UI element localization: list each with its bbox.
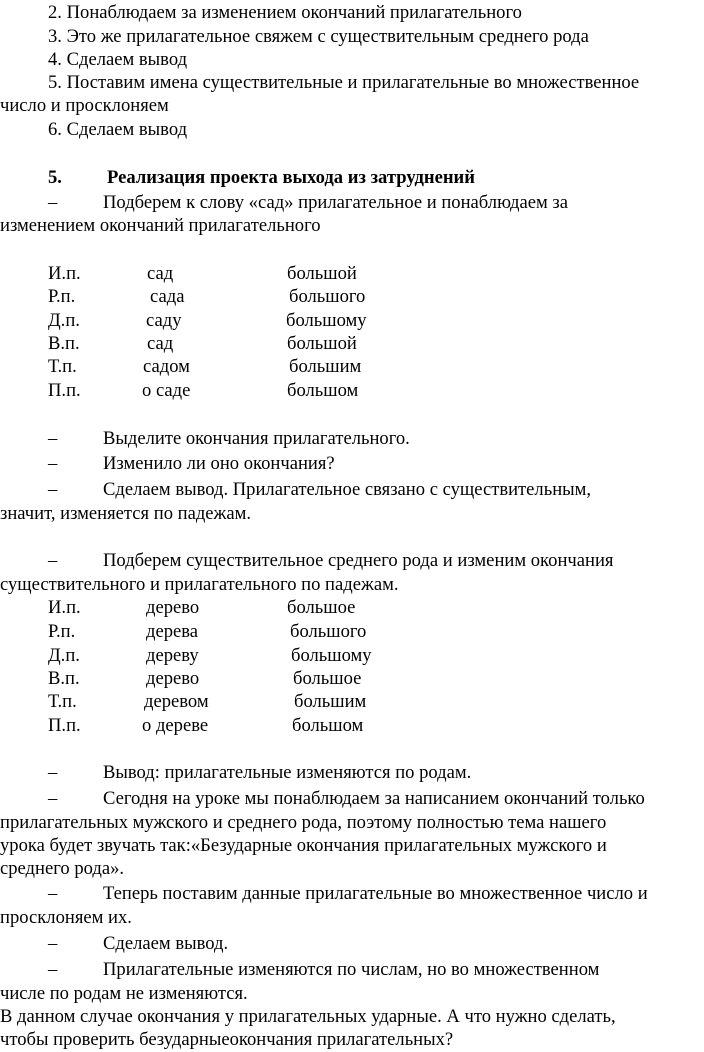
- paragraph-6-line-1: Теперь поставим данные прилагательные во множественное число и: [103, 883, 648, 904]
- adjective-form: большим: [289, 356, 362, 377]
- adjective-form: большом: [292, 715, 364, 736]
- dash-bullet: –: [48, 428, 58, 449]
- conclusion-gender: Вывод: прилагательные изменяются по родам.: [103, 762, 472, 783]
- noun-form: садом: [143, 356, 190, 377]
- noun-form: саду: [146, 310, 182, 331]
- paragraph-5-line-3: урока будет звучать так:«Безударные окончания прилагательных мужского и: [0, 835, 607, 856]
- dash-bullet: –: [48, 788, 58, 809]
- adjective-form: большое: [293, 668, 362, 689]
- case-label: В.п.: [48, 668, 80, 689]
- paragraph-7: Сделаем вывод.: [103, 933, 229, 954]
- question-1: Выделите окончания прилагательного.: [103, 428, 410, 449]
- case-label: Р.п.: [48, 621, 76, 642]
- paragraph-8-line-1: Прилагательные изменяются по числам, но во множественном: [103, 959, 600, 980]
- paragraph-2-line-1: Сделаем вывод. Прилагательное связано с существительным,: [103, 479, 592, 500]
- paragraph-2-line-2: значит, изменяется по падежам.: [0, 503, 252, 524]
- case-label: И.п.: [48, 597, 81, 618]
- adjective-form: большому: [286, 310, 367, 331]
- noun-form: деревом: [144, 691, 209, 712]
- case-label: Д.п.: [48, 310, 80, 331]
- dash-bullet: –: [48, 959, 58, 980]
- adjective-form: большого: [290, 621, 367, 642]
- noun-form: дереву: [146, 645, 199, 666]
- case-label: Т.п.: [48, 691, 77, 712]
- paragraph-3-line-2: существительного и прилагательного по падежам.: [0, 574, 399, 595]
- adjective-form: большой: [287, 263, 357, 284]
- dash-bullet: –: [48, 762, 58, 783]
- noun-form: сада: [150, 286, 185, 307]
- case-label: И.п.: [48, 263, 81, 284]
- noun-form: о саде: [142, 380, 191, 401]
- paragraph-5-line-2: прилагательных мужского и среднего рода, поэтому полностью тема нашего: [0, 812, 607, 833]
- adjective-form: большой: [287, 333, 357, 354]
- dash-bullet: –: [48, 883, 58, 904]
- paragraph-6-line-2: просклоняем их.: [0, 907, 132, 928]
- paragraph-5-line-1: Сегодня на уроке мы понаблюдаем за написанием окончаний только: [103, 788, 645, 809]
- section-number: 5.: [48, 167, 62, 188]
- case-label: Т.п.: [48, 356, 77, 377]
- paragraph-1-line-2: изменением окончаний прилагательного: [0, 215, 321, 236]
- adjective-form: большое: [287, 597, 356, 618]
- paragraph-1-line-1: Подберем к слову «сад» прилагательное и понаблюдаем за: [103, 192, 569, 213]
- question-2: Изменило ли оно окончания?: [103, 453, 335, 474]
- step-5: 5. Поставим имена существительные и прилагательные во множественное: [48, 72, 640, 93]
- step-5-continued: число и просклоняем: [0, 95, 169, 116]
- paragraph-5-line-4: среднего рода».: [0, 858, 125, 879]
- noun-form: дерево: [146, 597, 200, 618]
- noun-form: сад: [147, 263, 174, 284]
- adjective-form: большом: [287, 380, 359, 401]
- step-6: 6. Сделаем вывод: [48, 119, 188, 140]
- paragraph-8-line-2: числе по родам не изменяются.: [0, 983, 248, 1004]
- dash-bullet: –: [48, 453, 58, 474]
- noun-form: сад: [147, 333, 174, 354]
- case-label: Д.п.: [48, 645, 80, 666]
- case-label: В.п.: [48, 333, 80, 354]
- dash-bullet: –: [48, 192, 58, 213]
- case-label: Р.п.: [48, 286, 76, 307]
- adjective-form: большого: [289, 286, 366, 307]
- dash-bullet: –: [48, 550, 58, 571]
- dash-bullet: –: [48, 933, 58, 954]
- noun-form: о дереве: [142, 715, 209, 736]
- step-2: 2. Понаблюдаем за изменением окончаний прилагательного: [48, 2, 522, 23]
- paragraph-9-line-1: В данном случае окончания у прилагательных ударные. А что нужно сделать,: [0, 1006, 616, 1027]
- step-4: 4. Сделаем вывод: [48, 49, 188, 70]
- paragraph-3-line-1: Подберем существительное среднего рода и изменим окончания: [103, 550, 614, 571]
- section-title: Реализация проекта выхода из затруднений: [107, 167, 475, 188]
- paragraph-9-line-2: чтобы проверить безударныеокончания прилагательных?: [0, 1029, 454, 1050]
- case-label: П.п.: [48, 380, 81, 401]
- adjective-form: большим: [294, 691, 367, 712]
- step-3: 3. Это же прилагательное свяжем с существительным среднего рода: [48, 26, 589, 47]
- dash-bullet: –: [48, 479, 58, 500]
- adjective-form: большому: [291, 645, 372, 666]
- case-label: П.п.: [48, 715, 81, 736]
- noun-form: дерево: [146, 668, 200, 689]
- noun-form: дерева: [146, 621, 199, 642]
